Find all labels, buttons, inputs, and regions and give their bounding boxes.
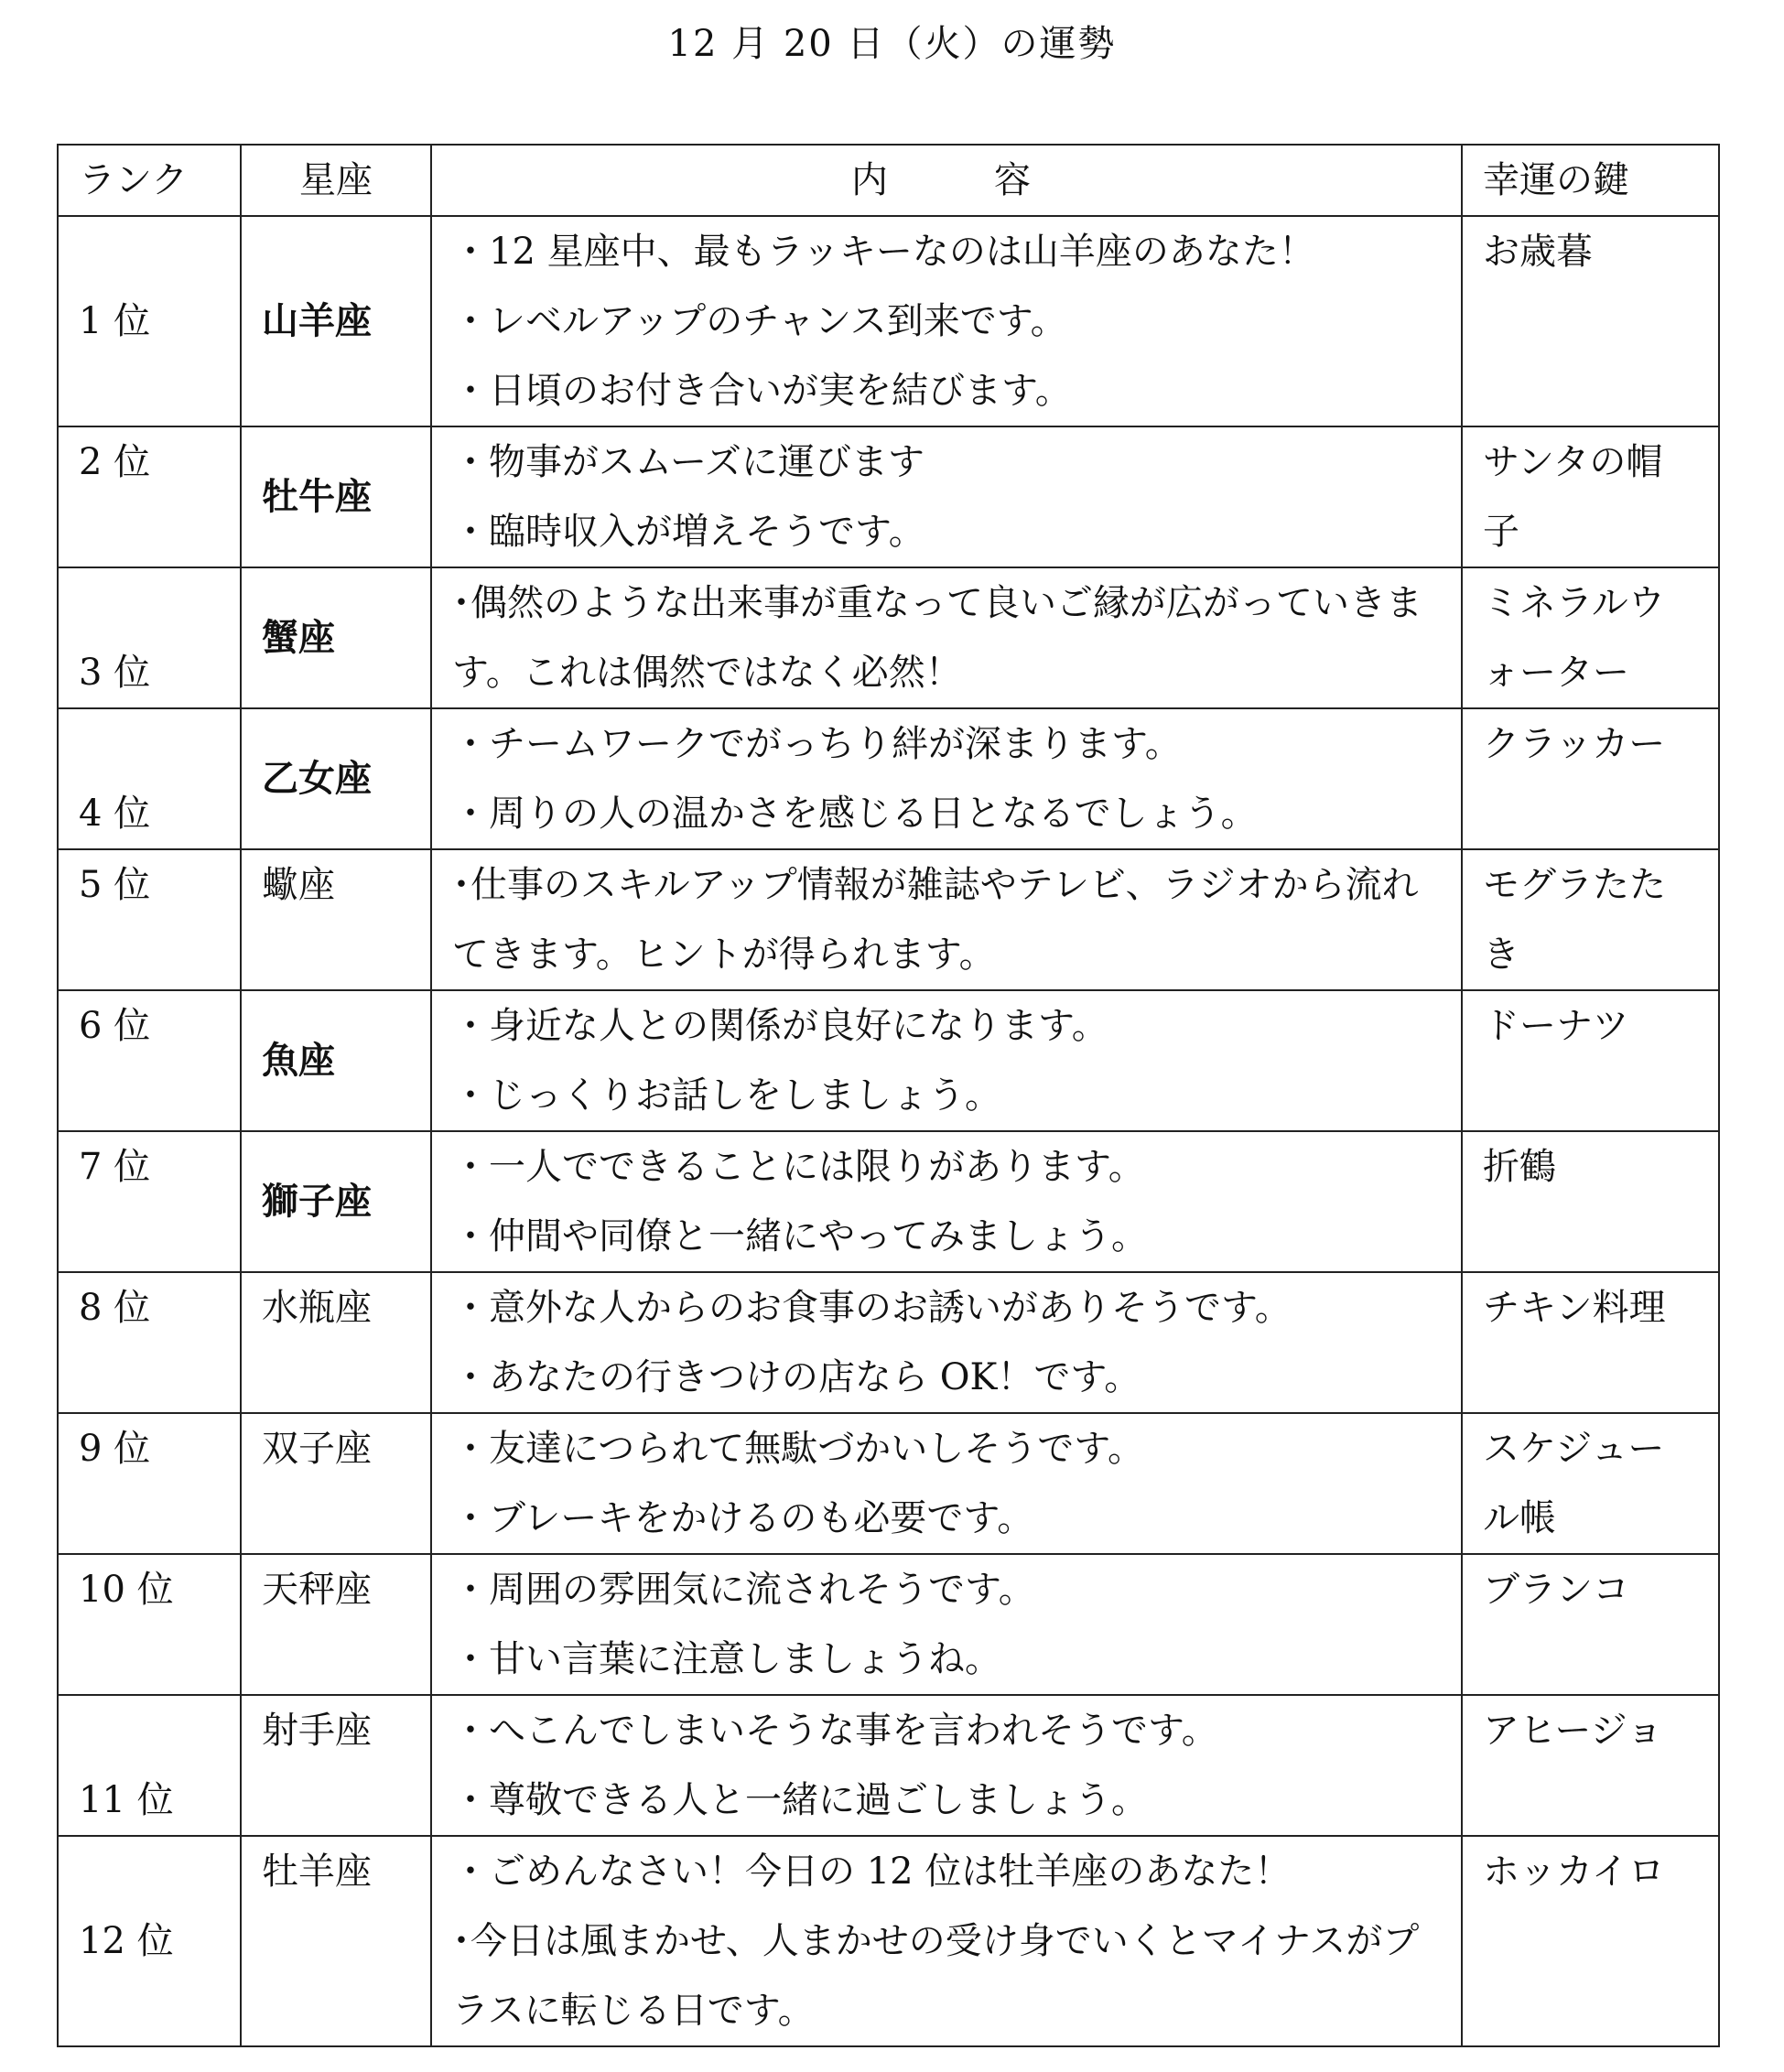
- lucky-key-cell: クラッカー: [1462, 708, 1719, 849]
- header-sign: 星座: [241, 145, 431, 216]
- content-line: ・甘い言葉に注意しましょうね。: [452, 1638, 1001, 1680]
- lucky-key-cell: チキン料理: [1462, 1272, 1719, 1413]
- sign-cell: 双子座: [241, 1413, 431, 1554]
- content-line: ･仕事のスキルアップ情報が雑誌やテレビ、ラジオから流れてきます。ヒントが得られます。: [452, 864, 1419, 976]
- content-line: ･偶然のような出来事が重なって良いご縁が広がっていきます。これは偶然ではなく必然！: [452, 582, 1422, 694]
- content-line: ・日頃のお付き合いが実を結びます。: [452, 370, 1072, 412]
- sign-cell: 乙女座: [241, 708, 431, 849]
- sign-cell: 蠍座: [241, 849, 431, 990]
- header-lucky-key: 幸運の鍵: [1462, 145, 1719, 216]
- content-line: ・友達につられて無駄づかいしそうです。: [452, 1428, 1144, 1470]
- sign-cell: 山羊座: [241, 216, 431, 426]
- table-row: [58, 1695, 1719, 1836]
- content-cell: [431, 567, 1462, 708]
- table-row: [58, 426, 1719, 567]
- content-cell: [431, 708, 1462, 849]
- content-line: ・へこんでしまいそうな事を言われそうです。: [452, 1710, 1218, 1752]
- content-cell: [431, 1554, 1462, 1695]
- rank-cell: 9 位: [58, 1413, 241, 1554]
- content-line: ・12 星座中、最もラッキーなのは山羊座のあなた！: [452, 231, 1315, 273]
- content-cell: [431, 1413, 1462, 1554]
- rank-cell: 5 位: [58, 849, 241, 990]
- lucky-key-cell: モグラたたき: [1462, 849, 1719, 990]
- content-cell: [431, 990, 1462, 1131]
- lucky-key-cell: ドーナツ: [1462, 990, 1719, 1131]
- page-title: 12 月 20 日（火）の運勢: [667, 23, 1117, 65]
- content-line: ・ごめんなさい！今日の 12 位は牡羊座のあなた！: [452, 1851, 1292, 1893]
- rank-cell: 7 位: [58, 1131, 241, 1272]
- content-line: ・チームワークでがっちり絆が深まります。: [452, 723, 1182, 765]
- content-line: ・あなたの行きつけの店なら OK！です。: [452, 1356, 1141, 1398]
- rank-cell: 12 位: [58, 1836, 241, 2046]
- sign-cell: 蟹座: [241, 567, 431, 708]
- content-line: ・意外な人からのお食事のお誘いがありそうです。: [452, 1287, 1292, 1329]
- sign-cell: 水瓶座: [241, 1272, 431, 1413]
- lucky-key-cell: ホッカイロ: [1462, 1836, 1719, 2046]
- sign-cell: 獅子座: [241, 1131, 431, 1272]
- content-cell: [431, 216, 1462, 426]
- lucky-key-cell: お歳暮: [1462, 216, 1719, 426]
- table-row: [58, 567, 1719, 708]
- table-body: [58, 216, 1719, 2046]
- rank-cell: 11 位: [58, 1695, 241, 1836]
- table-row: [58, 1836, 1719, 2046]
- sign-cell: 牡羊座: [241, 1836, 431, 2046]
- table-row: [58, 849, 1719, 990]
- content-cell: [431, 1131, 1462, 1272]
- rank-cell: 1 位: [58, 216, 241, 426]
- content-line: ・身近な人との関係が良好になります。: [452, 1005, 1108, 1047]
- content-line: ・周囲の雰囲気に流されそうです。: [452, 1569, 1035, 1611]
- lucky-key-cell: アヒージョ: [1462, 1695, 1719, 1836]
- sign-cell: 天秤座: [241, 1554, 431, 1695]
- header-content: 内 容: [431, 145, 1462, 216]
- sign-cell: 牡牛座: [241, 426, 431, 567]
- lucky-key-cell: 折鶴: [1462, 1131, 1719, 1272]
- lucky-key-cell: サンタの帽子: [1462, 426, 1719, 567]
- rank-cell: 4 位: [58, 708, 241, 849]
- fortune-table: [57, 144, 1720, 2047]
- table-row: [58, 708, 1719, 849]
- content-cell: [431, 426, 1462, 567]
- rank-cell: 8 位: [58, 1272, 241, 1413]
- table-row: [58, 990, 1719, 1131]
- lucky-key-cell: ブランコ: [1462, 1554, 1719, 1695]
- table-row: [58, 1413, 1719, 1554]
- content-line: ・一人でできることには限りがあります。: [452, 1146, 1145, 1188]
- table-row: [58, 1131, 1719, 1272]
- content-line: ･今日は風まかせ、人まかせの受け身でいくとマイナスがプラスに転じる日です。: [452, 1920, 1420, 2032]
- lucky-key-cell: スケジュール帳: [1462, 1413, 1719, 1554]
- rank-cell: 10 位: [58, 1554, 241, 1695]
- table-row: [58, 1272, 1719, 1413]
- content-line: ・物事がスムーズに運びます: [452, 441, 924, 483]
- content-cell: [431, 1695, 1462, 1836]
- header-row: [58, 145, 1719, 216]
- content-line: ・じっくりお話しをしましょう。: [452, 1074, 1001, 1117]
- lucky-key-cell: ミネラルウォーター: [1462, 567, 1719, 708]
- header-rank: ランク: [58, 145, 241, 216]
- rank-cell: 6 位: [58, 990, 241, 1131]
- content-line: ・尊敬できる人と一緒に過ごしましょう。: [452, 1779, 1148, 1821]
- content-line: ・周りの人の温かさを感じる日となるでしょう。: [452, 793, 1258, 835]
- rank-cell: 3 位: [58, 567, 241, 708]
- content-cell: [431, 1836, 1462, 2046]
- content-line: ・臨時収入が増えそうです。: [452, 511, 925, 553]
- rank-cell: 2 位: [58, 426, 241, 567]
- content-cell: [431, 1272, 1462, 1413]
- table-row: [58, 1554, 1719, 1695]
- content-line: ・仲間や同僚と一緒にやってみましょう。: [452, 1215, 1148, 1257]
- content-line: ・ブレーキをかけるのも必要です。: [452, 1497, 1034, 1539]
- table-row: [58, 216, 1719, 426]
- content-cell: [431, 849, 1462, 990]
- content-line: ・レベルアップのチャンス到来です。: [452, 300, 1067, 342]
- sign-cell: 魚座: [241, 990, 431, 1131]
- sign-cell: 射手座: [241, 1695, 431, 1836]
